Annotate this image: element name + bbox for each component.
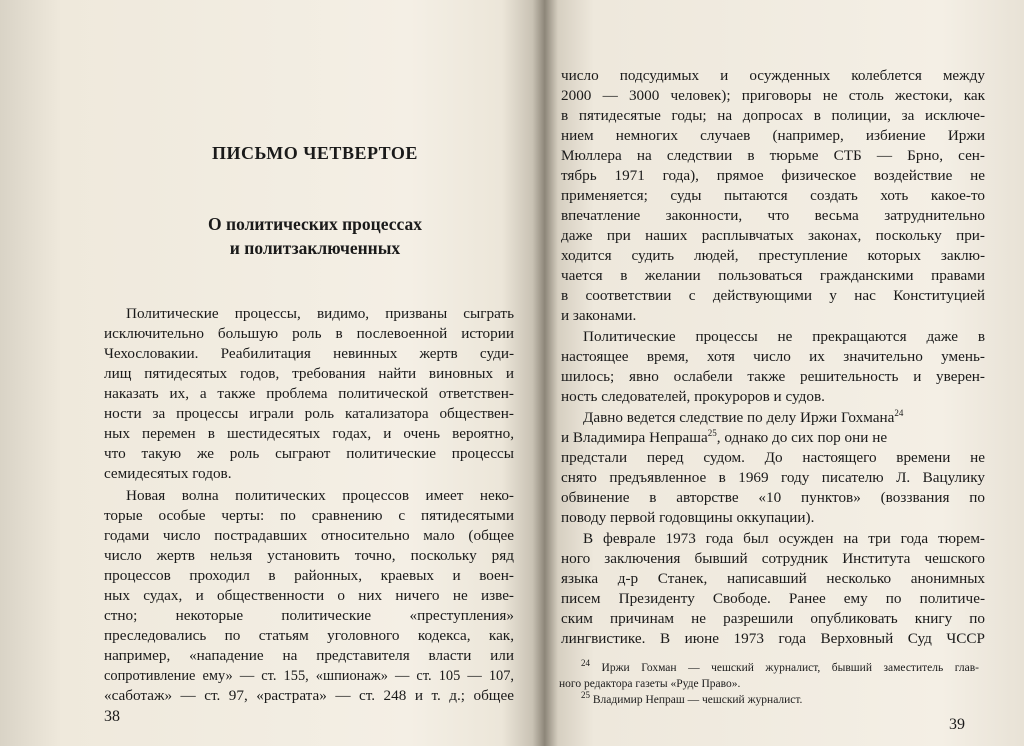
text-line: торые особые черты: по сравнению с пятидесятыми <box>104 507 514 524</box>
text-line: в пятидесятые годы; на допросах в полиции, за исключе- <box>561 107 985 124</box>
footnote-mark: 24 <box>581 658 590 669</box>
footnote-text: Владимир Непраш — чешский журналист. <box>592 694 803 706</box>
text-line: нием немногих случаев (например, избиение Иржи <box>561 127 985 144</box>
text-line: число подсудимых и осужденных колеблется между <box>561 67 985 84</box>
text-line: ходится судить людей, преступление которых заклю- <box>561 247 985 264</box>
text-line: языка д-р Станек, написавший несколько анонимных <box>561 570 985 587</box>
text-line: Мюллера на следствии в тюрьме СТБ — Брно, сен- <box>561 147 985 164</box>
text-line: ного заключения бывший сотрудник Института чешского <box>561 550 985 567</box>
text-line: стно; некоторые политические «преступления» <box>104 607 514 624</box>
text-line: впечатление законности, что весьма затруднительно <box>561 207 985 224</box>
subheading-line-2: и политзаключенных <box>229 238 401 258</box>
text-line: преследовались по статьям уголовного кодекса, как, <box>104 627 514 644</box>
text-line: годами число пострадавших относительно мало (общее <box>104 527 514 544</box>
text-line: даже при наших расплывчатых законах, поскольку при- <box>561 227 985 244</box>
footnote-ref: 25 <box>707 427 717 438</box>
text-line <box>561 408 985 428</box>
text-segment: и Владимира Непраша <box>561 429 708 446</box>
chapter-heading: ПИСЬМО ЧЕТВЕРТОЕ <box>212 143 418 163</box>
text-line: ных судах, и общественности о них ничего не изве- <box>104 587 514 604</box>
text-line: В феврале 1973 года был осужден на три года тюрем- <box>583 530 985 547</box>
text-segment: , однако до сих пор они не <box>716 429 888 446</box>
text-line: Политические процессы не прекращаются даже в <box>583 328 985 345</box>
footnote-ref: 24 <box>894 407 904 418</box>
text-line: ных перемен в шестидесятых годах, и очень вероятно, <box>104 425 514 442</box>
text-line: лищ пятидесятых годов, требования найти виновных и <box>104 365 514 382</box>
footnote-continuation: ного редактора газеты «Руде Право». <box>559 678 741 690</box>
text-line: ности за процессы играли роль катализатора обществен- <box>104 405 514 422</box>
text-line: исключительно большую роль в послевоенной истории <box>104 325 514 342</box>
text-line: наказать их, а также проблема политической ответствен- <box>104 385 514 402</box>
text-line: снято предъявленное в 1969 году писателю Л. Вацулику <box>561 469 985 486</box>
text-line: ским причинам не разрешили опубликовать книгу по <box>561 610 985 627</box>
text-line: семидесятых годов. <box>104 465 232 482</box>
subheading-line-1: О политических процессах <box>208 214 422 234</box>
chapter-subheading <box>150 212 480 260</box>
text-line: поводу первой годовщины оккупации). <box>561 509 815 526</box>
text-line: чается в желании пользоваться гражданскими правами <box>561 267 985 284</box>
text-line: предстали перед судом. До настоящего времени не <box>561 449 985 466</box>
text-line: процессов проходил в районных, краевых и воен- <box>104 567 514 584</box>
text-line: что такую же роль сыграют политические процессы <box>104 445 514 462</box>
text-line: сопротивление ему» — ст. 155, «шпионаж» — ст. 105 — 107, <box>104 668 514 684</box>
text-segment: Давно ведется следствие по делу Иржи Гохмана <box>583 409 895 426</box>
page-number: 39 <box>949 716 965 733</box>
text-line: тябрь 1971 года), прямое физическое воздействие не <box>561 167 985 184</box>
text-line: 2000 — 3000 человек); приговоры не столь жестоки, как <box>561 87 985 104</box>
text-line: ность следователей, прокуроров и судов. <box>561 388 825 405</box>
text-line: применяется; суды пытаются создать хоть какое-то <box>561 187 985 204</box>
text-line: и законами. <box>561 307 637 324</box>
text-line: Политические процессы, видимо, призваны сыграть <box>126 305 514 322</box>
footnote-text: Иржи Гохман — чешский журналист, бывший заместитель глав- <box>601 662 979 674</box>
text-line: в соответствии с действующими у нас Конституцией <box>561 287 985 304</box>
text-line <box>561 428 985 448</box>
text-line: Новая волна политических процессов имеет неко- <box>126 487 514 504</box>
text-line: например, «нападение на представителя власти или <box>104 647 514 664</box>
footnote <box>559 660 979 676</box>
right-page <box>545 0 1024 746</box>
text-line: лингвистике. В июне 1973 года Верховный Суд ЧССР <box>561 630 985 647</box>
text-line: обвинение в авторстве «10 пунктов» (воззвания по <box>561 489 985 506</box>
text-line: число жертв нельзя установить точно, поскольку ряд <box>104 547 514 564</box>
text-line: настоящее время, хотя число их значительно умень- <box>561 348 985 365</box>
text-line: «саботаж» — ст. 97, «растрата» — ст. 248 и т. д.; общее <box>104 687 514 704</box>
text-line: писем Президенту Свободе. Ранее ему по политиче- <box>561 590 985 607</box>
text-line: Чехословакии. Реабилитация невинных жертв суди- <box>104 345 514 362</box>
page-number: 38 <box>104 708 120 725</box>
footnote-mark: 25 <box>581 690 590 701</box>
footnote <box>559 692 979 708</box>
text-line: шилось; явно ослабели также решительность и уверен- <box>561 368 985 385</box>
